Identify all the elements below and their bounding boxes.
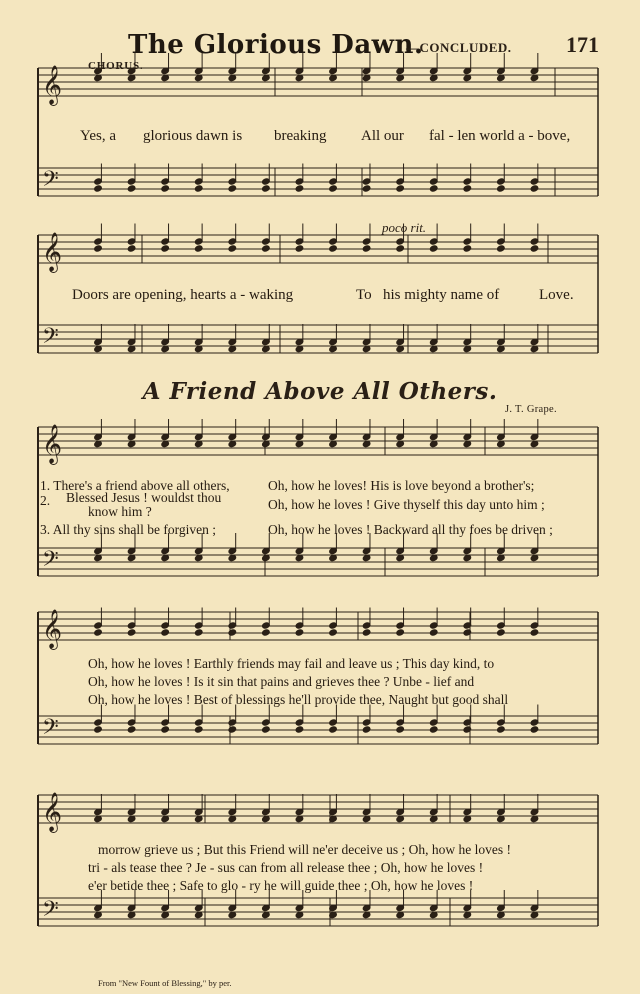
lyric-h1-l1-e: fal - len world a - bove, (429, 128, 571, 144)
notehead (463, 245, 472, 252)
notehead (94, 726, 103, 733)
notehead (262, 245, 271, 252)
lyric-s2-v3: Oh, how he loves ! Best of blessings he'll provide thee, Naught but good shall (88, 692, 509, 707)
bass-clef: 𝄢 (42, 715, 59, 745)
page-number: 171 (566, 32, 599, 57)
notehead (497, 629, 506, 636)
lyric-s2-v2: Oh, how he loves ! Is it sin that pains and grieves thee ? Unbe - lief and (88, 674, 475, 689)
bass-clef: 𝄢 (42, 547, 59, 577)
hymn-title: The Glorious Dawn. (128, 30, 424, 60)
lyric-h1-l2-b: To (356, 287, 372, 303)
notehead (497, 726, 506, 733)
treble-clef: 𝄞 (42, 609, 63, 649)
lyric-s3-v1: morrow grieve us ; But this Friend will ne'er deceive us ; Oh, how he loves ! (98, 842, 511, 857)
notehead (228, 726, 237, 733)
notehead (295, 629, 304, 636)
notehead (497, 245, 506, 252)
lyric-s2-v1: Oh, how he loves ! Earthly friends may fail and leave us ; This day kind, to (88, 656, 495, 671)
lyric-h1-l2-c: his mighty name of (383, 287, 500, 303)
bass-clef: 𝄢 (42, 324, 59, 354)
lyric-h1-l2-d: Love. (539, 287, 574, 303)
tempo-marking: poco rit. (382, 220, 427, 235)
treble-clef: 𝄞 (42, 424, 63, 464)
notehead (161, 245, 170, 252)
notehead (497, 185, 506, 192)
notehead (396, 245, 405, 252)
concluded-label: —CONCLUDED. (406, 40, 512, 55)
notehead (127, 629, 136, 636)
notehead (295, 726, 304, 733)
notehead (94, 629, 103, 636)
lyric-s3-v2: tri - als tease thee ? Je - sus can from all release thee ; Oh, how he loves ! (88, 860, 484, 875)
notehead (161, 629, 170, 636)
notehead (530, 185, 539, 192)
notehead (161, 185, 170, 192)
notehead (530, 629, 539, 636)
notehead (194, 185, 203, 192)
chorus-label: CHORUS. (88, 60, 144, 72)
notehead (329, 245, 338, 252)
notehead (228, 185, 237, 192)
notehead (262, 185, 271, 192)
notehead (194, 629, 203, 636)
notehead (329, 629, 338, 636)
notehead (329, 726, 338, 733)
notehead (429, 185, 438, 192)
notehead (127, 245, 136, 252)
lyric-h1-l1-a: Yes, a (80, 128, 116, 144)
treble-clef: 𝄞 (42, 792, 63, 832)
hymn2-author: J. T. Grape. (505, 404, 557, 415)
notehead (429, 726, 438, 733)
notehead (262, 726, 271, 733)
notehead (262, 629, 271, 636)
notehead (194, 726, 203, 733)
lyric-s1-v2-a: Blessed Jesus ! wouldst thou (66, 490, 222, 505)
lyric-s1-v2-b: know him ? (88, 504, 152, 519)
notehead (530, 726, 539, 733)
lyric-h1-l2-a: Doors are opening, hearts a - waking (72, 287, 294, 303)
lyric-s1-v2-num: 2. (40, 493, 51, 508)
lyric-h1-l1-b: glorious dawn is (143, 128, 243, 144)
notehead (429, 245, 438, 252)
notehead (362, 185, 371, 192)
notehead (94, 185, 103, 192)
notehead (161, 726, 170, 733)
notehead (94, 245, 103, 252)
notehead (127, 726, 136, 733)
notehead (228, 629, 237, 636)
lyric-s1-v1-a: 1. There's a friend above all others, (40, 478, 230, 493)
footer-credit: From "New Fount of Blessing," by per. (98, 978, 232, 988)
notehead (295, 245, 304, 252)
notehead (127, 185, 136, 192)
treble-clef: 𝄞 (42, 232, 63, 272)
lyric-s3-v3: e'er betide thee ; Safe to glo - ry he will guide thee ; Oh, how he loves ! (88, 878, 474, 893)
lyric-h1-l1-d: All our (361, 128, 404, 144)
bass-clef: 𝄢 (42, 897, 59, 927)
notehead (396, 726, 405, 733)
notehead (396, 629, 405, 636)
lyric-s1-v3-a: 3. All thy sins shall be forgiven ; (40, 522, 216, 537)
lyric-s1-v2-c: Oh, how he loves ! Give thyself this day unto him ; (268, 497, 545, 512)
notehead (530, 245, 539, 252)
treble-clef: 𝄞 (42, 65, 63, 105)
notehead (362, 726, 371, 733)
notehead (228, 245, 237, 252)
lyric-s1-v1-b: Oh, how he loves! His is love beyond a brother's; (268, 478, 535, 493)
notehead (396, 185, 405, 192)
notehead (362, 245, 371, 252)
notehead (429, 629, 438, 636)
notehead (295, 185, 304, 192)
lyric-h1-l1-c: breaking (274, 128, 327, 144)
notehead (362, 629, 371, 636)
notehead (329, 185, 338, 192)
notehead (194, 245, 203, 252)
lyric-s1-v3-b: Oh, how he loves ! Backward all thy foes be driven ; (268, 522, 553, 537)
hymn2-title: A Friend Above All Others. (142, 378, 498, 405)
notehead (463, 185, 472, 192)
bass-clef: 𝄢 (42, 167, 59, 197)
